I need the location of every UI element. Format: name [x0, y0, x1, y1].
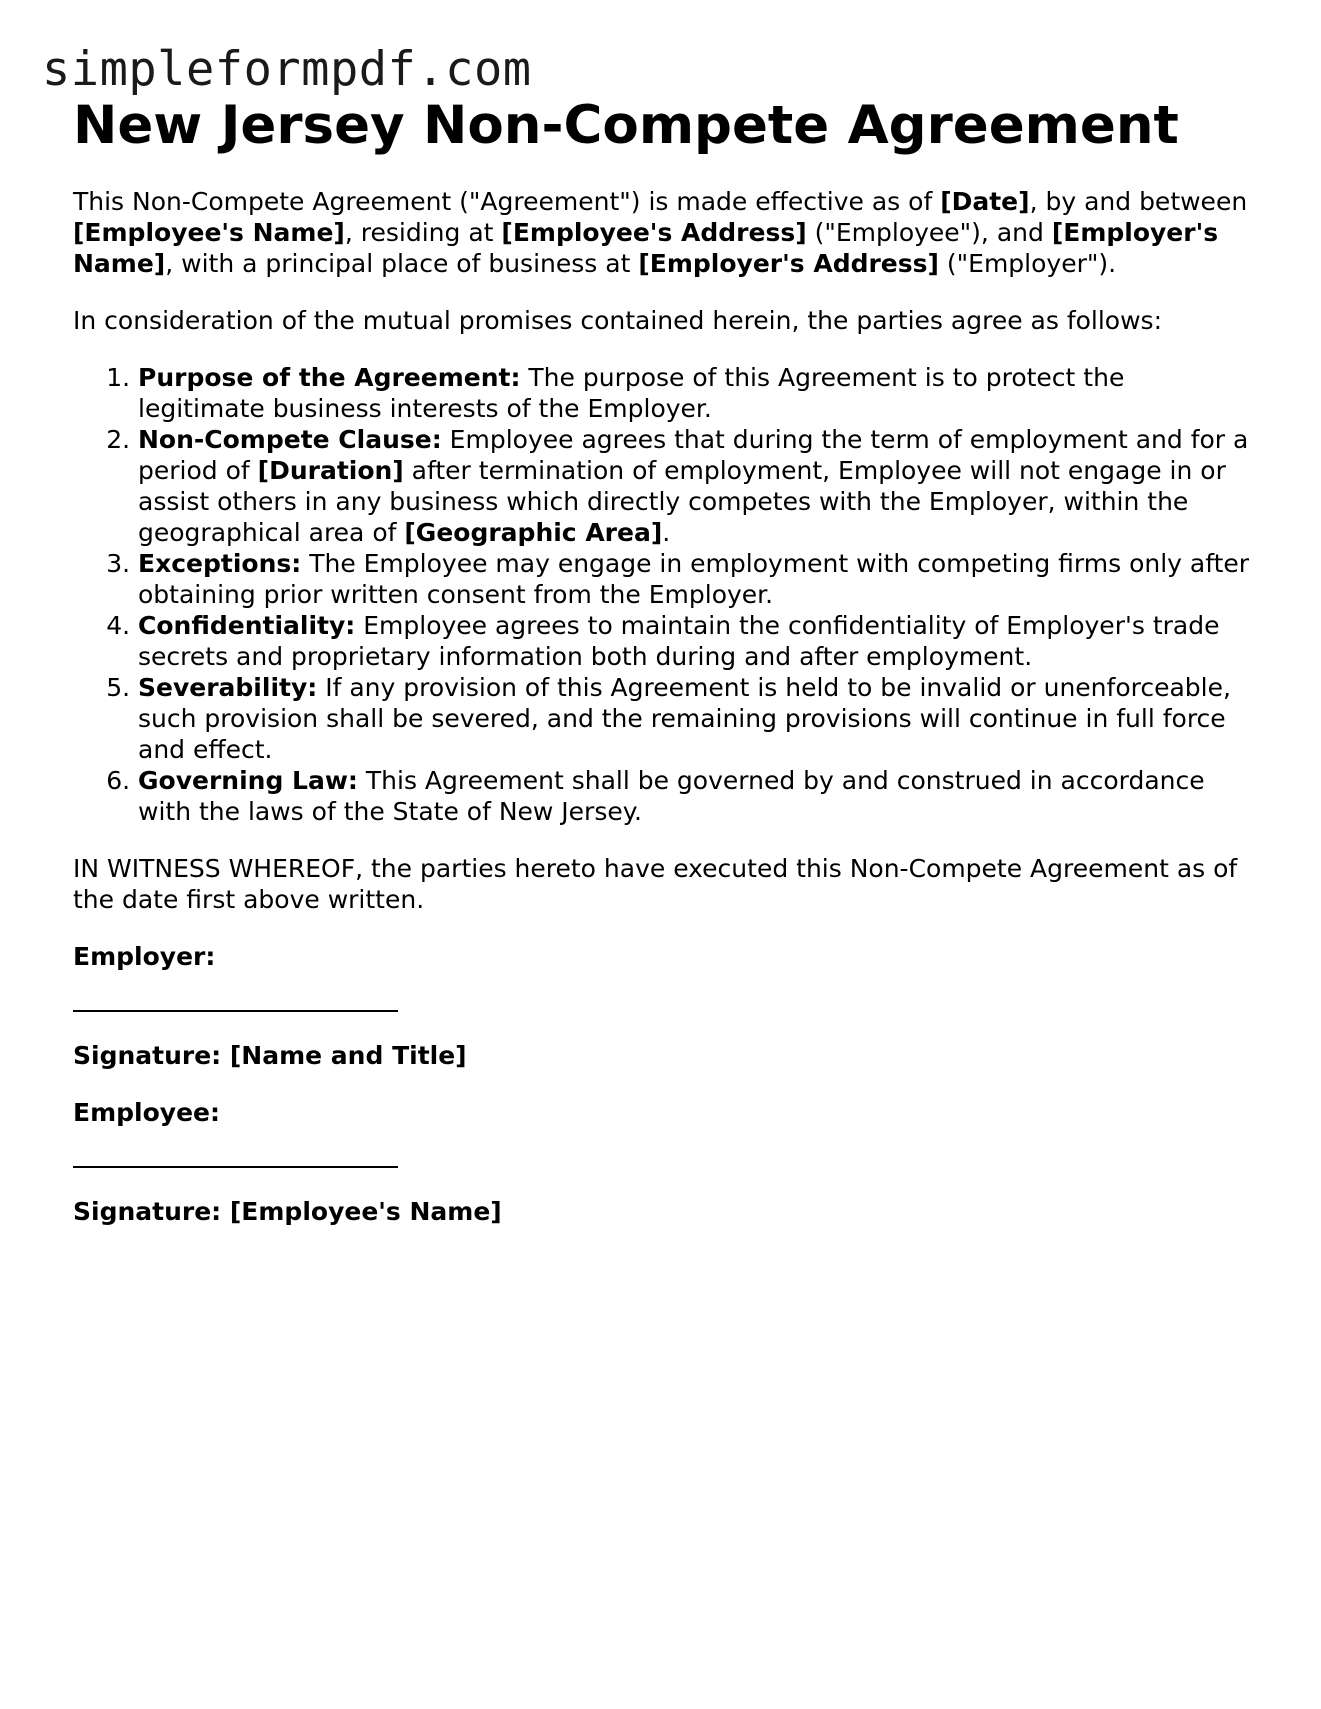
- employer-label: Employer:: [73, 942, 216, 971]
- intro-text: This Non-Compete Agreement ("Agreement") is made effective as of: [73, 187, 941, 216]
- employee-signature-line[interactable]: [73, 1166, 398, 1168]
- duration-placeholder: [Duration]: [257, 456, 404, 485]
- clause-text: after termination of employment, Employee will not engage in or assist others in any business which directly competes with the Employer, within the geographical area of: [138, 456, 1226, 547]
- clause-heading: Severability:: [138, 673, 318, 702]
- clause-purpose: [138, 362, 1253, 424]
- intro-text: , with a principal place of business at: [165, 249, 639, 278]
- intro-text: ("Employer").: [938, 249, 1117, 278]
- clause-list: [73, 362, 1253, 827]
- intro-text: ("Employee"), and: [806, 218, 1052, 247]
- employer-name-placeholder: [Employer's Name]: [73, 218, 1219, 278]
- clause-text: If any provision of this Agreement is held to be invalid or unenforceable, such provision shall be severed, and the remaining provisions will continue in full force and effect.: [138, 673, 1231, 764]
- clause-exceptions: [138, 548, 1253, 610]
- intro-text: , residing at: [344, 218, 502, 247]
- clause-text: Employee agrees that during the term of employment and for a period of: [138, 425, 1249, 485]
- consideration-paragraph: In consideration of the mutual promises contained herein, the parties agree as follows:: [73, 306, 1163, 335]
- witness-paragraph: IN WITNESS WHEREOF, the parties hereto have executed this Non-Compete Agreement as of the date first above written.: [73, 854, 1238, 914]
- clause-confidentiality: [138, 610, 1253, 672]
- clause-text: .: [662, 518, 671, 547]
- clause-heading: Governing Law:: [138, 766, 358, 795]
- clause-heading: Purpose of the Agreement:: [138, 363, 521, 392]
- intro-paragraph: [73, 186, 1253, 279]
- employee-name-placeholder: [Employee's Name]: [73, 218, 345, 247]
- watermark: simpleformpdf.com: [42, 42, 532, 97]
- intro-text: , by and between: [1029, 187, 1248, 216]
- clause-non-compete: [138, 424, 1253, 548]
- clause-heading: Non-Compete Clause:: [138, 425, 442, 454]
- clause-text: The purpose of this Agreement is to protect the legitimate business interests of the Employer.: [138, 363, 1125, 423]
- document: [73, 94, 1253, 1227]
- date-placeholder: [Date]: [940, 187, 1030, 216]
- employee-address-placeholder: [Employee's Address]: [501, 218, 807, 247]
- clause-severability: [138, 672, 1253, 765]
- employee-label: Employee:: [73, 1098, 220, 1127]
- clause-heading: Exceptions:: [138, 549, 302, 578]
- clause-text: Employee agrees to maintain the confidentiality of Employer's trade secrets and proprietary information both during and after employment.: [138, 611, 1220, 671]
- employer-signature-caption: Signature: [Name and Title]: [73, 1041, 467, 1070]
- clause-heading: Confidentiality:: [138, 611, 356, 640]
- document-title: New Jersey Non-Compete Agreement: [73, 95, 1179, 156]
- geographic-area-placeholder: [Geographic Area]: [404, 518, 663, 547]
- clause-text: The Employee may engage in employment with competing firms only after obtaining prior written consent from the Employer.: [138, 549, 1250, 609]
- employer-signature-line[interactable]: [73, 1010, 398, 1012]
- employer-address-placeholder: [Employer's Address]: [638, 249, 939, 278]
- clause-governing-law: [138, 765, 1253, 827]
- clause-text: This Agreement shall be governed by and construed in accordance with the laws of the State of New Jersey.: [138, 766, 1205, 826]
- employee-signature-caption: Signature: [Employee's Name]: [73, 1197, 502, 1226]
